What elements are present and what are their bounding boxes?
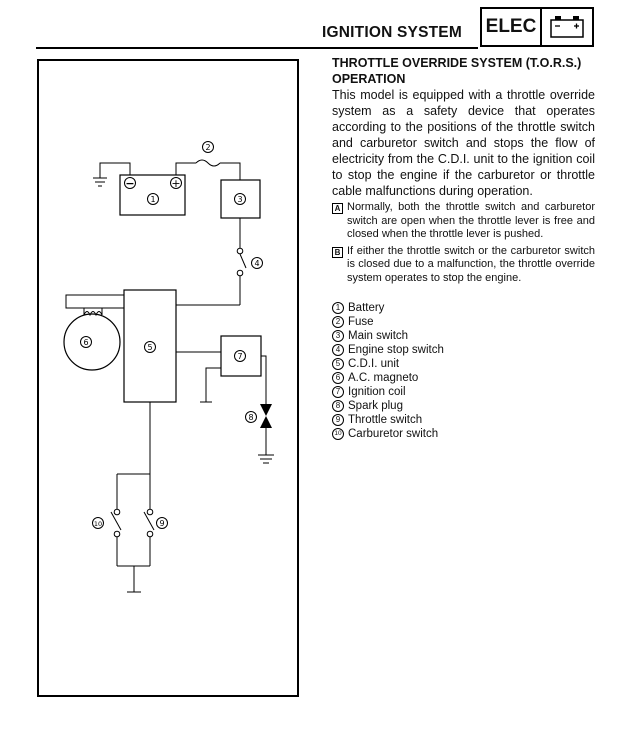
legend-number: 1 — [332, 302, 344, 314]
callout-label: 7 — [237, 352, 243, 361]
callout-9 — [157, 518, 168, 529]
callout-label: 6 — [83, 338, 89, 347]
legend-number: 2 — [332, 316, 344, 328]
callout-label: 5 — [147, 343, 153, 352]
section-heading-line2: OPERATION — [332, 72, 406, 86]
callout-5 — [145, 342, 156, 353]
legend-number: 4 — [332, 344, 344, 356]
legend-item — [332, 371, 595, 385]
legend-label: Main switch — [348, 330, 409, 342]
notes-list — [332, 201, 595, 285]
section-code: ELEC — [482, 9, 542, 45]
section-heading-line1: THROTTLE OVERRIDE SYSTEM (T.O.R.S.) — [332, 56, 582, 70]
battery-minus-label: − — [125, 177, 135, 190]
legend-item — [332, 399, 595, 413]
legend-item — [332, 315, 595, 329]
legend-item — [332, 413, 595, 427]
page-title: IGNITION SYSTEM — [322, 24, 462, 41]
legend-item — [332, 301, 595, 315]
callout-label: 3 — [237, 195, 243, 204]
legend-number: 7 — [332, 386, 344, 398]
legend-label: A.C. magneto — [348, 372, 419, 384]
callout-label: 2 — [205, 143, 211, 152]
callout-1 — [148, 194, 159, 205]
callout-label: 8 — [248, 413, 254, 422]
legend-label: Carburetor switch — [348, 428, 439, 440]
legend-number: 3 — [332, 330, 344, 342]
legend-item — [332, 427, 595, 441]
legend-label: Fuse — [348, 316, 374, 328]
callout-4 — [252, 258, 263, 269]
legend-item — [332, 343, 595, 357]
callout-label: 1 — [150, 195, 156, 204]
legend-label: Ignition coil — [348, 386, 406, 398]
note-mark: B — [332, 247, 343, 258]
battery-plus-label: + — [171, 177, 181, 190]
text-column — [332, 55, 595, 441]
callout-3 — [235, 194, 246, 205]
legend-label: Spark plug — [348, 400, 403, 412]
parts-legend — [332, 301, 595, 441]
legend-number: 10 — [332, 428, 344, 440]
legend-item — [332, 357, 595, 371]
legend-number: 5 — [332, 358, 344, 370]
note-b — [332, 245, 595, 286]
callout-7 — [235, 351, 246, 362]
legend-number: 9 — [332, 414, 344, 426]
callout-2 — [203, 142, 214, 153]
callout-8 — [246, 412, 257, 423]
body-paragraph: This model is equipped with a throttle override system as a safety device that operates according to the positions of the throttle switch and carburetor switch and stops the flow of electricity from the C.D.I. unit to the ignition coil to stop the engine if the carburetor or throttle cable malfunctions during operation. — [332, 88, 595, 198]
callout-label: 4 — [254, 259, 260, 268]
legend-item — [332, 329, 595, 343]
legend-item — [332, 385, 595, 399]
legend-label: Battery — [348, 302, 385, 314]
legend-label: Throttle switch — [348, 414, 423, 426]
callout-label: 10 — [93, 520, 103, 528]
callout-10 — [93, 518, 104, 529]
legend-number: 8 — [332, 400, 344, 412]
note-text: Normally, both the throttle switch and carburetor switch are open when the throttle lever is free and closed when the throttle lever is pushed. — [347, 201, 595, 240]
note-mark: A — [332, 203, 343, 214]
callout-6 — [81, 337, 92, 348]
note-text: If either the throttle switch or the carburetor switch is closed due to a malfunction, the throttle override system operates to stop the engine. — [347, 244, 595, 284]
legend-label: Engine stop switch — [348, 344, 444, 356]
callout-label: 9 — [159, 519, 165, 528]
note-a — [332, 201, 595, 242]
legend-label: C.D.I. unit — [348, 358, 400, 370]
legend-number: 6 — [332, 372, 344, 384]
